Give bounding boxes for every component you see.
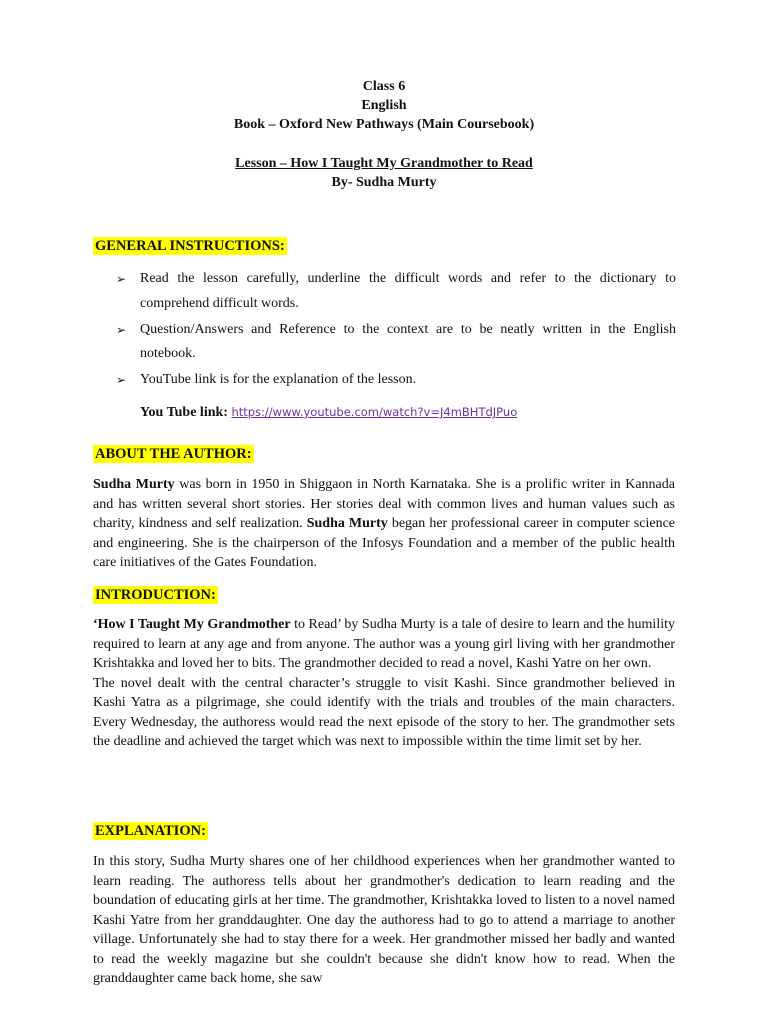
author-line: By- Sudha Murty	[331, 175, 437, 190]
about-heading: ABOUT THE AUTHOR:	[95, 446, 252, 462]
youtube-link[interactable]: https://www.youtube.com/watch?v=J4mBHTdJPuo	[231, 405, 518, 419]
book-line: Book – Oxford New Pathways (Main Coursebook)	[233, 117, 535, 132]
youtube-link-line	[140, 405, 517, 421]
youtube-label: You Tube link:	[140, 405, 228, 420]
lesson-title: Lesson – How I Taught My Grandmother to Read	[235, 156, 533, 171]
about-paragraph: Sudha Murty was born in 1950 in Shiggaon in North Karnataka. She is a prolific writer in Kannada and has written several short stories. Her stories deal with common lives and human values such as charity, kindness and self realization. Sudha Murty began her professional career in computer science and engineering. She is the chairperson of the Infosys Foundation and a member of the public health care initiatives of the Gates Foundation.	[93, 477, 675, 570]
list-item: ➢ Question/Answers and Reference to the context are to be neatly written in the English notebook.	[116, 318, 676, 367]
arrow-bullet-icon: ➢	[116, 373, 127, 387]
title-block	[0, 77, 768, 134]
introduction-heading: INTRODUCTION:	[95, 587, 216, 603]
explanation-heading: EXPLANATION:	[95, 823, 206, 839]
explanation-paragraph: In this story, Sudha Murty shares one of her childhood experiences when her grandmother wanted to learn reading. The authoress tells about her grandmother's dedication to learn reading and the boundation of educating girls at her time. The grandmother, Krishtakka loved to listen to a novel named Kashi Yatre from her granddaughter. One day the authoress had to go to attend a marriage to another village. Unfortunately she had to stay there for a week. Her grandmother missed her badly and wanted to read the weekly magazine but she couldn't because she didn't know how to read. When the granddaughter came back home, she saw	[93, 854, 675, 986]
subject-line: English	[361, 98, 407, 113]
instructions-list	[116, 267, 676, 394]
arrow-bullet-icon: ➢	[116, 272, 127, 286]
class-line: Class 6	[362, 79, 406, 94]
list-item: ➢ YouTube link is for the explanation of the lesson.	[116, 368, 676, 393]
lesson-block	[0, 154, 768, 192]
instructions-heading: GENERAL INSTRUCTIONS:	[95, 238, 285, 254]
list-item: ➢ Read the lesson carefully, underline the difficult words and refer to the dictionary to comprehend difficult words.	[116, 267, 676, 316]
introduction-paragraph: ‘How I Taught My Grandmother to Read’ by Sudha Murty is a tale of desire to learn and the humility required to learn at any age and from anyone. The author was a young girl living with her grandmother Krishtakka and loved her to bits. The grandmother decided to read a novel, Kashi Yatre on her own. The novel dealt with the central character’s struggle to visit Kashi. Since grandmother believed in Kashi Yatra as a pilgrimage, she could identify with the trials and troubles of the main characters. Every Wednesday, the authoress would read the next episode of the story to her. The grandmother sets the deadline and achieved the target which was next to impossible within the time limit set by her.	[93, 617, 675, 749]
arrow-bullet-icon: ➢	[116, 322, 127, 337]
